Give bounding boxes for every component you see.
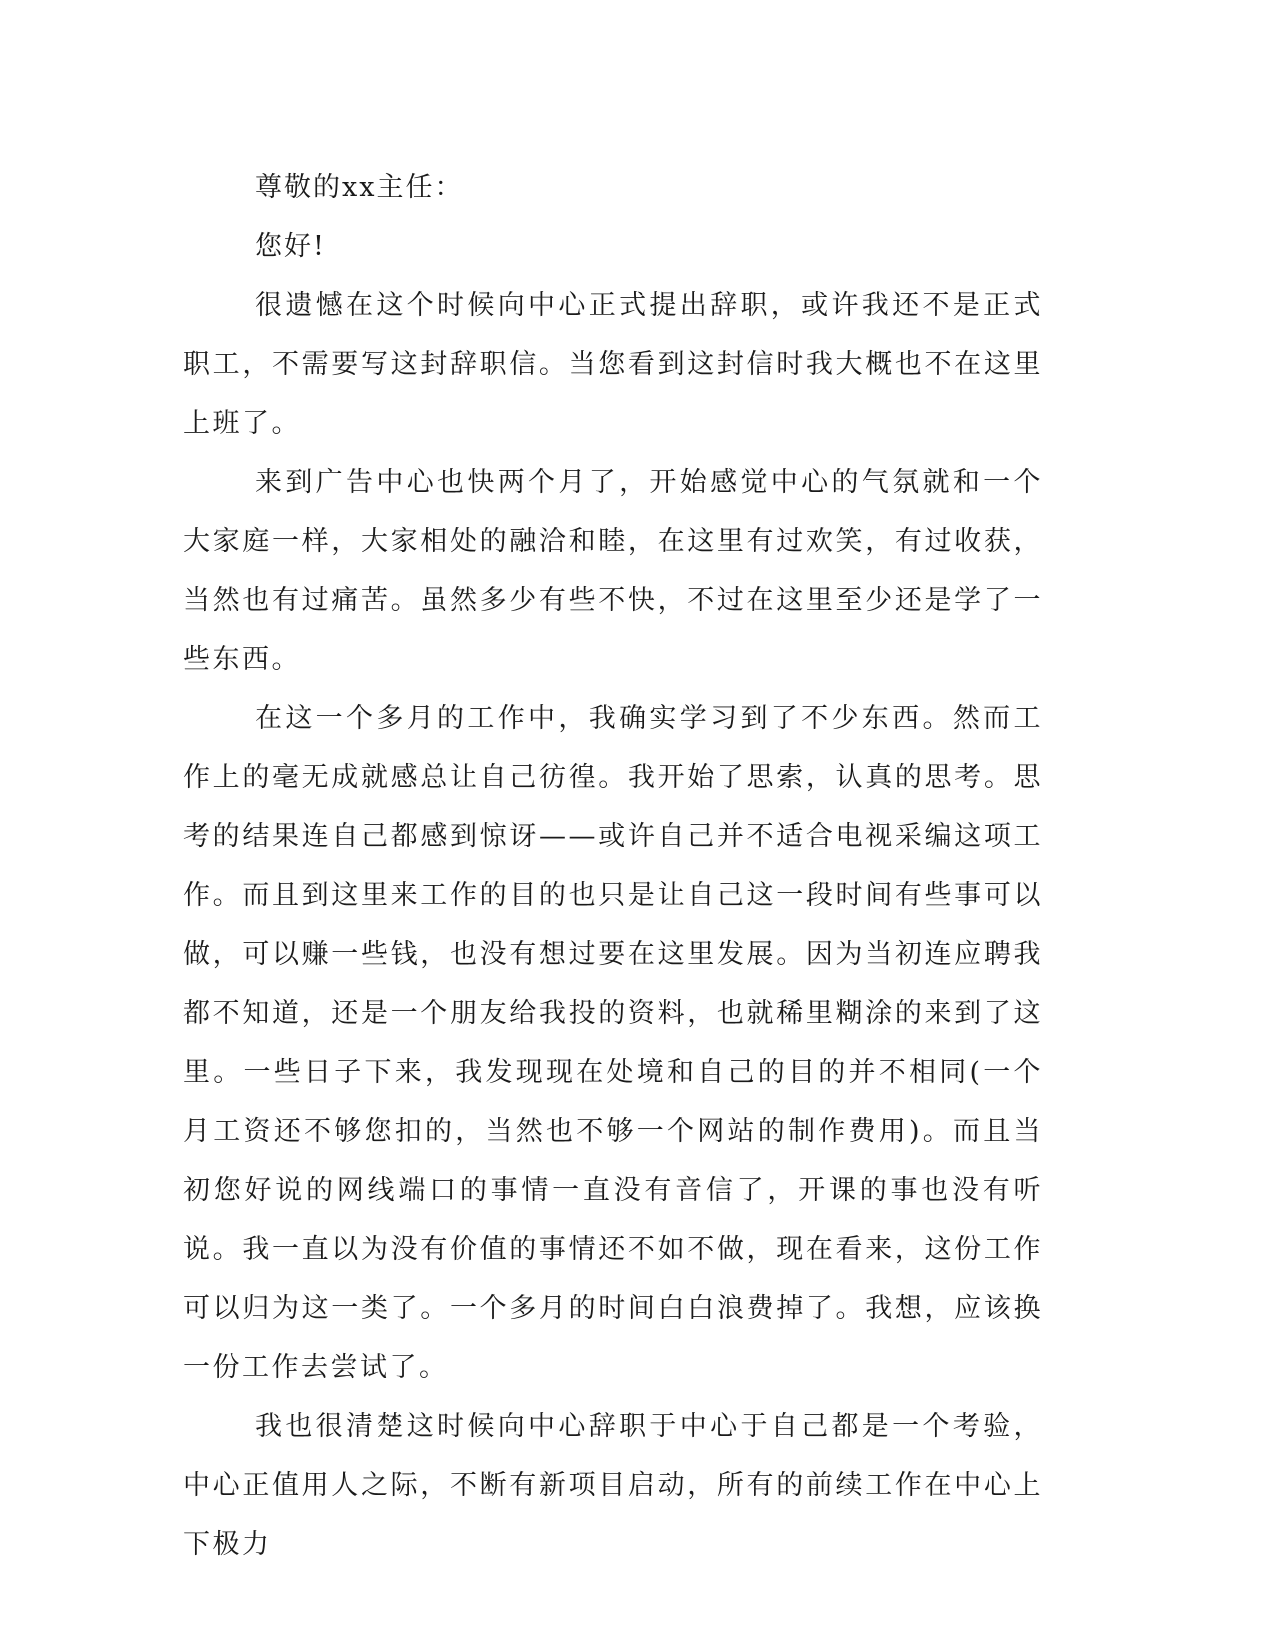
paragraph: 我也很清楚这时候向中心辞职于中心于自己都是一个考验，中心正值用人之际，不断有新项目启动，所有的前续工作在中心上下极力 bbox=[183, 1411, 1043, 1560]
resignation-letter bbox=[183, 158, 1043, 1574]
paragraph: 来到广告中心也快两个月了，开始感觉中心的气氛就和一个大家庭一样，大家相处的融洽和睦，在这里有过欢笑，有过收获，当然也有过痛苦。虽然多少有些不快，不过在这里至少还是学了一些东西。 bbox=[183, 467, 1043, 675]
paragraph: 在这一个多月的工作中，我确实学习到了不少东西。然而工作上的毫无成就感总让自己彷徨。我开始了思索，认真的思考。思考的结果连自己都感到惊讶——或许自己并不适合电视采编这项工作。而且到这里来工作的目的也只是让自己这一段时间有些事可以做，可以赚一些钱，也没有想过要在这里发展。因为当初连应聘我都不知道，还是一个朋友给我投的资料，也就稀里糊涂的来到了这里。一些日子下来，我发现现在处境和自己的目的并不相同(一个月工资还不够您扣的，当然也不够一个网站的制作费用)。而且当初您好说的网线端口的事情一直没有音信了，开课的事也没有听说。我一直以为没有价值的事情还不如不做，现在看来，这份工作可以归为这一类了。一个多月的时间白白浪费掉了。我想，应该换一份工作去尝试了。 bbox=[183, 703, 1043, 1383]
greeting: 您好! bbox=[255, 231, 326, 262]
salutation: 尊敬的xx主任： bbox=[255, 172, 464, 203]
paragraph: 很遗憾在这个时候向中心正式提出辞职，或许我还不是正式职工，不需要写这封辞职信。当您看到这封信时我大概也不在这里上班了。 bbox=[183, 290, 1043, 439]
